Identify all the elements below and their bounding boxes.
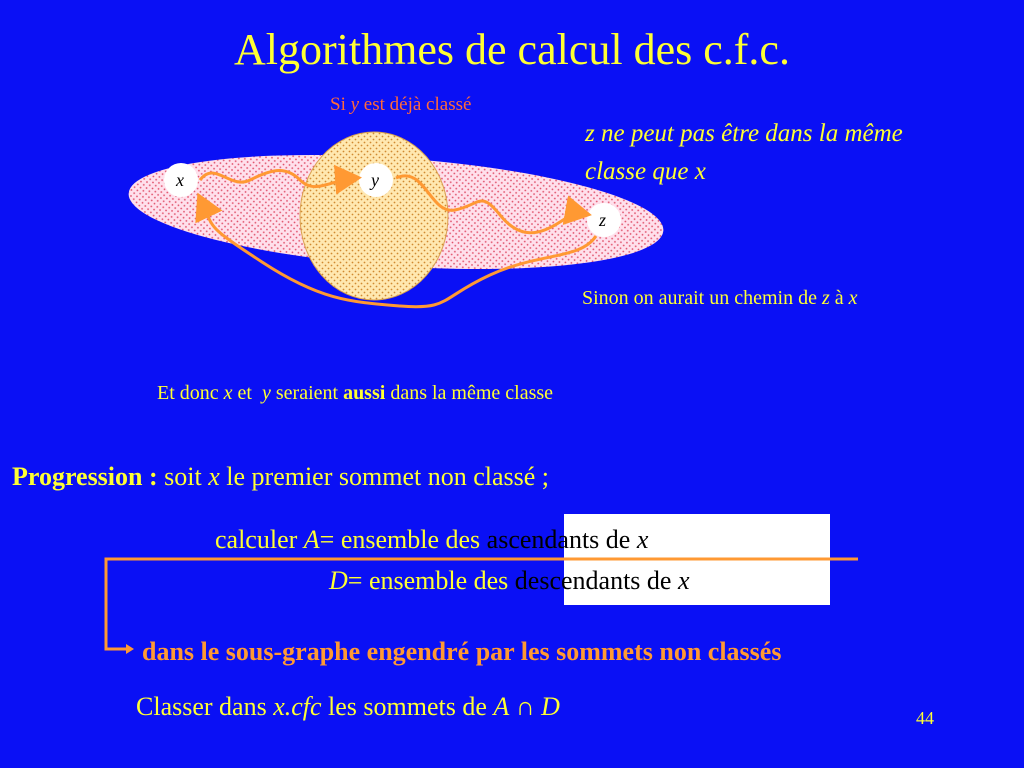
node-y-label: y	[371, 170, 379, 190]
classify-line: Classer dans x.cfc les sommets de A ∩ D	[136, 692, 560, 721]
compute-d-line: D= ensemble des descendants de x	[329, 566, 690, 595]
subgraph-note: dans le sous-graphe engendré par les sommets non classés	[142, 637, 782, 666]
descendants-text: descendants de x	[514, 566, 690, 595]
node-z-label: z	[599, 210, 607, 230]
conclusion-note: Et donc x et y seraient aussi dans la même classe	[157, 382, 554, 404]
path-z-to-x-note: Sinon on aurait un chemin de z à x	[582, 287, 858, 309]
compute-a-line: calculer A= ensemble des ascendants de x	[215, 525, 649, 554]
ascendants-text: ascendants de x	[486, 525, 649, 554]
progression-line: Progression : soit x le premier sommet non classé ;	[12, 462, 550, 491]
progression-label: Progression :	[12, 462, 158, 491]
if-y-classified-note: Si y est déjà classé	[330, 94, 472, 115]
node-x-label: x	[176, 170, 184, 190]
slide-title: Algorithmes de calcul des c.f.c.	[234, 25, 790, 74]
z-cannot-be-same-class-note: z ne peut pas être dans la même classe que x	[585, 120, 903, 185]
page-number: 44	[916, 708, 934, 728]
